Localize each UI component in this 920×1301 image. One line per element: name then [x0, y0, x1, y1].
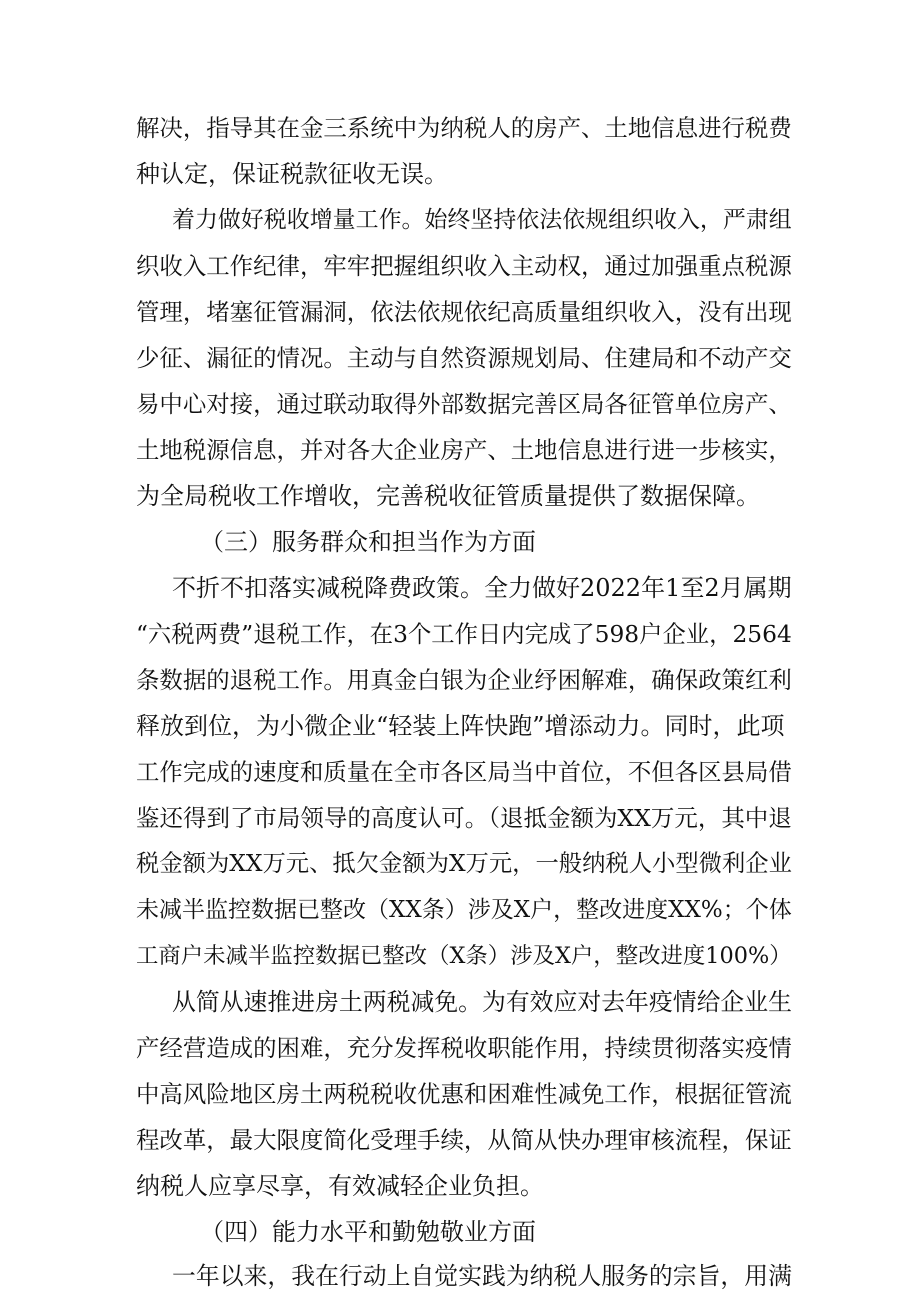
- text-line: [0, 154, 920, 194]
- line-text: 种认定，保证税款征收无误。: [136, 160, 448, 188]
- line-text: 产经营造成的困难，充分发挥税收职能作用，持续贯彻落实疫情: [136, 1034, 792, 1062]
- text-line: [0, 614, 920, 654]
- line-text: 工作完成的速度和质量在全市各区局当中首位，不但各区县局借: [136, 758, 792, 786]
- text-line: [0, 430, 920, 470]
- text-line: [0, 1074, 920, 1114]
- text-line: [0, 476, 920, 516]
- line-text: “六税两费”退税工作，在3个工作日内完成了598户企业，2564: [136, 620, 792, 648]
- line-text: 解决，指导其在金三系统中为纳税人的房产、土地信息进行税费: [136, 114, 792, 142]
- line-text: 织收入工作纪律，牢牢把握组织收入主动权，通过加强重点税源: [136, 252, 792, 280]
- text-line: [0, 568, 920, 608]
- text-line: [0, 752, 920, 792]
- line-text: 鉴还得到了市局领导的高度认可。（退抵金额为XX万元，其中退: [136, 804, 792, 832]
- text-line: [0, 1166, 920, 1206]
- line-text: 着力做好税收增量工作。始终坚持依法依规组织收入，严肃组: [172, 207, 792, 233]
- text-line: [0, 844, 920, 884]
- line-text: 土地税源信息，并对各大企业房产、土地信息进行进一步核实，: [136, 436, 792, 464]
- line-text: 条数据的退税工作。用真金白银为企业纾困解难，确保政策红利: [136, 666, 792, 694]
- text-line: [0, 338, 920, 378]
- line-text: 释放到位，为小微企业“轻装上阵快跑”增添动力。同时，此项: [136, 712, 785, 740]
- section-heading-text: （四）能力水平和勤勉敬业方面: [200, 1218, 536, 1246]
- line-text: 税金额为XX万元、抵欠金额为X万元，一般纳税人小型微利企业: [136, 850, 792, 877]
- line-text: 少征、漏征的情况。主动与自然资源规划局、住建局和不动产交: [136, 344, 792, 372]
- line-text: 一年以来，我在行动上自觉实践为纳税人服务的宗旨，用满: [172, 1262, 792, 1290]
- text-line: [0, 982, 920, 1022]
- line-text: 易中心对接，通过联动取得外部数据完善区局各征管单位房产、: [136, 390, 792, 418]
- line-text: 工商户未减半监控数据已整改（X条）涉及X户，整改进度100%）: [136, 943, 792, 969]
- line-text: 未减半监控数据已整改（XX条）涉及X户，整改进度XX%；个体: [136, 897, 792, 923]
- text-line: [0, 200, 920, 240]
- text-line: [0, 1120, 920, 1160]
- text-line: [0, 660, 920, 700]
- line-text: 程改革，最大限度简化受理手续，从简从快办理审核流程，保证: [136, 1126, 792, 1154]
- line-text: 从简从速推进房土两税减免。为有效应对去年疫情给企业生: [172, 988, 792, 1016]
- line-text: 管理，堵塞征管漏洞，依法依规依纪高质量组织收入，没有出现: [136, 298, 792, 326]
- line-text: 不折不扣落实减税降费政策。全力做好2022年1至2月属期: [172, 574, 792, 602]
- section-heading-text: （三）服务群众和担当作为方面: [200, 528, 536, 556]
- text-line: [0, 798, 920, 838]
- section-heading: [0, 1212, 920, 1252]
- text-line: [0, 108, 920, 148]
- section-heading: [0, 522, 920, 562]
- line-text: 为全局税收工作增收，完善税收征管质量提供了数据保障。: [136, 482, 760, 510]
- text-line: [0, 1028, 920, 1068]
- text-line: [0, 384, 920, 424]
- line-text: 纳税人应享尽享，有效减轻企业负担。: [136, 1172, 544, 1200]
- text-line: [0, 890, 920, 930]
- text-line: [0, 292, 920, 332]
- text-line: [0, 1256, 920, 1296]
- text-line: [0, 936, 920, 976]
- text-line: [0, 246, 920, 286]
- text-line: [0, 706, 920, 746]
- line-text: 中高风险地区房土两税税收优惠和困难性减免工作，根据征管流: [136, 1080, 792, 1108]
